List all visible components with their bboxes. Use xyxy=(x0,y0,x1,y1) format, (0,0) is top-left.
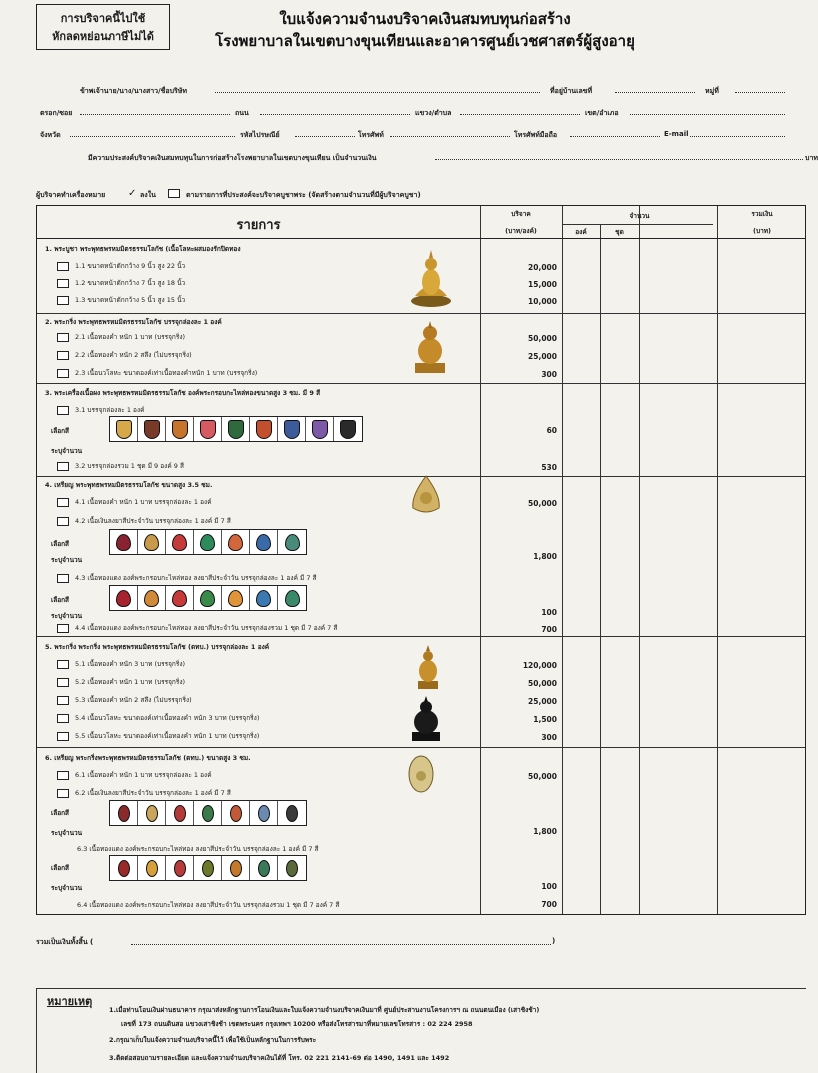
color-option-4b-7[interactable] xyxy=(278,586,306,610)
item-5-4: 5.4 เนื้อนวโลหะ ขนาดองค์เท่าเนื้อทองคำ หนัก 3 บาท (บรรจุกริ่ง) xyxy=(57,713,259,723)
price-2-1: 50,000 xyxy=(528,334,557,343)
province-label: จังหวัด xyxy=(40,131,61,139)
item-1-2-checkbox[interactable] xyxy=(57,279,69,288)
coin-icon xyxy=(118,860,130,877)
color-option-4b-4[interactable] xyxy=(194,586,222,610)
color-option-4a-6[interactable] xyxy=(250,530,278,554)
item-6-4: 6.4 เนื้อทองแดง องค์พระกรอบกะไหล่ทอง ลงยาสีประจำวัน บรรจุกล่องรวม 1 ชุด มี 7 องค์ 7 สี xyxy=(77,901,340,909)
color-option-4a-3[interactable] xyxy=(166,530,194,554)
color-option-3-9[interactable] xyxy=(334,417,362,441)
price-4-4: 700 xyxy=(541,625,557,634)
item-6-1: 6.1 เนื้อทองคำ หนัก 1 บาท บรรจุกล่องละ 1 องค์ xyxy=(57,770,212,780)
choose-color-label-6a: เลือกสี xyxy=(51,809,70,817)
color-option-6b-2[interactable] xyxy=(138,856,166,880)
price-3-2: 530 xyxy=(541,463,557,472)
color-option-6a-6[interactable] xyxy=(250,801,278,825)
amulet-icon xyxy=(144,420,160,439)
district-field[interactable] xyxy=(630,108,785,115)
coin-icon xyxy=(202,805,214,822)
check-mark-icon: ✓ xyxy=(128,188,137,199)
item-2-1: 2.1 เนื้อทองคำ หนัก 1 บาท (บรรจุกริ่ง) xyxy=(57,332,185,342)
grand-total-label: รวมเป็นเงินทั้งสิ้น ( xyxy=(36,938,94,946)
tax-notice-line1: การบริจาคนี้ไปใช้ xyxy=(60,12,146,25)
mobile-field[interactable] xyxy=(570,130,660,137)
color-option-3-4[interactable] xyxy=(194,417,222,441)
color-option-6b-6[interactable] xyxy=(250,856,278,880)
notes-section xyxy=(36,988,806,1073)
price-5-2: 50,000 xyxy=(528,679,557,688)
item-4-2: 4.2 เนื้อเงินลงยาสีประจำวัน บรรจุกล่องละ 1 องค์ มี 7 สี xyxy=(57,516,231,526)
header-quantity: จำนวน xyxy=(629,212,650,220)
item-3-2-checkbox[interactable] xyxy=(57,462,69,471)
color-option-6a-1[interactable] xyxy=(110,801,138,825)
color-option-4a-4[interactable] xyxy=(194,530,222,554)
coin-icon xyxy=(258,805,270,822)
item-5-2: 5.2 เนื้อทองคำ หนัก 1 บาท (บรรจุกริ่ง) xyxy=(57,677,185,687)
postcode-field[interactable] xyxy=(295,130,355,137)
coin-icon xyxy=(285,534,300,551)
price-4-2: 1,800 xyxy=(533,552,557,561)
item-2-3-checkbox[interactable] xyxy=(57,369,69,378)
price-1-3: 10,000 xyxy=(528,297,557,306)
coin-icon xyxy=(286,860,298,877)
item-4-3: 4.3 เนื้อทองแดง องค์พระกรอบกะไหล่ทอง ลงยาสีประจำวัน บรรจุกล่องละ 1 องค์ มี 7 สี xyxy=(57,573,317,583)
choose-color-label-4a: เลือกสี xyxy=(51,540,70,548)
header-qty-set: ชุด xyxy=(615,228,624,236)
coin-icon xyxy=(228,534,243,551)
specify-qty-label-6a: ระบุจำนวน xyxy=(51,829,83,837)
baht-label: บาท xyxy=(805,154,818,162)
coin-icon xyxy=(144,590,159,607)
section-2-title: 2. พระกริ่ง พระพุทธพรหมมิตรธรรมโลกัช บรรจุกล่องละ 1 องค์ xyxy=(45,318,222,326)
gold-kring-image xyxy=(415,644,441,690)
item-3-1: 3.1 บรรจุกล่องละ 1 องค์ xyxy=(57,405,145,415)
mobile-label: โทรศัพท์มือถือ xyxy=(514,131,558,139)
address-label: ที่อยู่บ้านเลขที่ xyxy=(550,87,593,95)
color-option-3-1[interactable] xyxy=(110,417,138,441)
amulet-icon xyxy=(340,420,356,439)
item-2-1-checkbox[interactable] xyxy=(57,333,69,342)
header-donate-unit: (บาท/องค์) xyxy=(505,227,537,235)
subdistrict-field[interactable] xyxy=(460,108,580,115)
coin-icon xyxy=(172,534,187,551)
item-4-1-checkbox[interactable] xyxy=(57,498,69,507)
item-1-1-checkbox[interactable] xyxy=(57,262,69,271)
coin-icon xyxy=(200,590,215,607)
coin-icon xyxy=(172,590,187,607)
coin-icon xyxy=(202,860,214,877)
item-5-3-checkbox[interactable] xyxy=(57,696,69,705)
item-3-2: 3.2 บรรจุกล่องรวม 1 ชุด มี 9 องค์ 9 สี xyxy=(57,461,184,471)
donor-name-field[interactable] xyxy=(215,86,540,93)
color-option-6a-5[interactable] xyxy=(222,801,250,825)
dark-kring-image xyxy=(409,696,443,742)
color-grid-4a xyxy=(109,529,307,555)
section-1-title: 1. พระบูชา พระพุทธพรหมมิตรธรรมโลกัช (เนื้อโลหะผสมองรักปิดทอง xyxy=(45,245,241,253)
price-5-1: 120,000 xyxy=(522,661,557,670)
specify-qty-label-6b: ระบุจำนวน xyxy=(51,884,83,892)
color-option-6b-7[interactable] xyxy=(278,856,306,880)
donor-name-label: ข้าพเจ้านาย/นาง/นางสาว/ชื่อบริษัท xyxy=(80,87,188,95)
notes-title: หมายเหตุ xyxy=(47,995,93,1008)
specify-qty-label-4a: ระบุจำนวน xyxy=(51,556,83,564)
color-option-3-2[interactable] xyxy=(138,417,166,441)
color-option-4a-5[interactable] xyxy=(222,530,250,554)
item-4-4: 4.4 เนื้อทองแดง องค์พระกรอบกะไหล่ทอง ลงยาสีประจำวัน บรรจุกล่องรวม 1 ชุด มี 7 องค์ 7 สี xyxy=(57,623,337,633)
amulet-icon xyxy=(228,420,244,439)
color-option-6b-4[interactable] xyxy=(194,856,222,880)
price-4-3: 100 xyxy=(541,608,557,617)
item-4-3-checkbox[interactable] xyxy=(57,574,69,583)
phone-field[interactable] xyxy=(390,130,510,137)
tax-notice-box xyxy=(36,4,170,50)
coin-icon xyxy=(286,805,298,822)
price-1-2: 15,000 xyxy=(528,280,557,289)
soi-label: ตรอก/ซอย xyxy=(40,109,73,117)
moo-label: หมู่ที่ xyxy=(705,87,719,95)
amulet-icon xyxy=(172,420,188,439)
color-option-6a-2[interactable] xyxy=(138,801,166,825)
item-5-5: 5.5 เนื้อนวโลหะ ขนาดองค์เท่าเนื้อทองคำ หนัก 1 บาท (บรรจุกริ่ง) xyxy=(57,731,259,741)
note-1b: เลขที่ 173 ถนนดินสอ แขวงเสาชิงช้า เขตพระนคร กรุงเทพฯ 10200 หรือส่งโทรสารมาที่หมายเลขโทรสาร : 02 224 2958 xyxy=(121,1020,473,1028)
item-2-2-checkbox[interactable] xyxy=(57,351,69,360)
soi-field[interactable] xyxy=(80,108,230,115)
color-option-4a-2[interactable] xyxy=(138,530,166,554)
color-option-3-8[interactable] xyxy=(306,417,334,441)
donor-type-opt2: ตามรายการที่ประสงค์จะบริจาคบูชาพระ (จัดสร้างตามจำนวนที่มีผู้บริจาคบูชา) xyxy=(186,191,421,199)
item-6-2-checkbox[interactable] xyxy=(57,789,69,798)
donor-type-checkbox[interactable] xyxy=(168,189,180,198)
email-field[interactable] xyxy=(690,130,785,137)
district-label: เขต/อำเภอ xyxy=(585,109,619,117)
amulet-icon xyxy=(256,420,272,439)
donor-type-opt1: ลงใน xyxy=(140,191,156,199)
amulet-icon xyxy=(284,420,300,439)
item-5-4-checkbox[interactable] xyxy=(57,714,69,723)
oval-medal-image xyxy=(407,754,435,794)
specify-qty-label-4b: ระบุจำนวน xyxy=(51,612,83,620)
color-option-6b-3[interactable] xyxy=(166,856,194,880)
price-2-3: 300 xyxy=(541,370,557,379)
amulet-icon xyxy=(200,420,216,439)
color-option-6a-3[interactable] xyxy=(166,801,194,825)
item-2-2: 2.2 เนื้อทองคำ หนัก 2 สลึง (ไม่บรรจุกริ่ง) xyxy=(57,350,192,360)
header-qty-piece: องค์ xyxy=(575,228,587,236)
price-6-3: 100 xyxy=(541,882,557,891)
specify-qty-label-3: ระบุจำนวน xyxy=(51,447,83,455)
color-grid-4b xyxy=(109,585,307,611)
price-4-1: 50,000 xyxy=(528,499,557,508)
coin-icon xyxy=(228,590,243,607)
postcode-label: รหัสไปรษณีย์ xyxy=(240,131,280,139)
item-4-1: 4.1 เนื้อทองคำ หนัก 1 บาท บรรจุกล่องละ 1 องค์ xyxy=(57,497,212,507)
phone-label: โทรศัพท์ xyxy=(358,131,384,139)
coin-icon xyxy=(116,590,131,607)
color-option-4b-3[interactable] xyxy=(166,586,194,610)
note-3: 3.ติดต่อสอบถามรายละเอียด และแจ้งความจำนงบริจาคเงินได้ที่ โทร. 02 221 2141-69 ต่อ 1490, 1491 และ 1492 xyxy=(109,1054,450,1062)
province-field[interactable] xyxy=(70,130,235,137)
color-option-6a-4[interactable] xyxy=(194,801,222,825)
item-3-1-checkbox[interactable] xyxy=(57,406,69,415)
item-4-4-checkbox[interactable] xyxy=(57,624,69,633)
item-5-3: 5.3 เนื้อทองคำ หนัก 2 สลึง (ไม่บรรจุกริ่ง) xyxy=(57,695,192,705)
color-grid-6a xyxy=(109,800,307,826)
coin-icon xyxy=(116,534,131,551)
header-items: รายการ xyxy=(236,218,281,233)
price-6-1: 50,000 xyxy=(528,772,557,781)
coin-icon xyxy=(258,860,270,877)
section-6-title: 6. เหรียญ พระกริ่งพระพุทธพรหมมิตรธรรมโลกัช (ตทบ.) ขนาดสูง 3 ซม. xyxy=(45,754,251,762)
grand-total-field[interactable] xyxy=(131,937,551,945)
email-label: E-mail xyxy=(664,130,689,138)
coin-icon xyxy=(230,860,242,877)
tax-notice-line2: หักลดหย่อนภาษีไม่ได้ xyxy=(52,30,154,43)
item-1-2: 1.2 ขนาดหน้าตักกว้าง 7 นิ้ว สูง 18 นิ้ว xyxy=(57,278,185,288)
form-title xyxy=(195,8,655,52)
grand-total-close: ) xyxy=(552,937,556,945)
price-5-3: 25,000 xyxy=(528,697,557,706)
price-3-1: 60 xyxy=(546,426,557,435)
color-option-3-6[interactable] xyxy=(250,417,278,441)
item-5-1-checkbox[interactable] xyxy=(57,660,69,669)
header-total-unit: (บาท) xyxy=(752,227,771,235)
coin-icon xyxy=(146,805,158,822)
item-1-3-checkbox[interactable] xyxy=(57,296,69,305)
road-label: ถนน xyxy=(235,109,249,117)
form-title-line1: ใบแจ้งความจำนงบริจาคเงินสมทบทุนก่อสร้าง xyxy=(279,10,571,28)
section-4-title: 4. เหรียญ พระพุทธพรหมมิตรธรรมโลกัช ขนาดสูง 3.5 ซม. xyxy=(45,481,213,489)
item-1-3: 1.3 ขนาดหน้าตักกว้าง 5 นิ้ว สูง 15 นิ้ว xyxy=(57,295,185,305)
item-6-1-checkbox[interactable] xyxy=(57,771,69,780)
medal-image xyxy=(409,474,443,516)
coin-icon xyxy=(200,534,215,551)
color-option-4a-7[interactable] xyxy=(278,530,306,554)
color-option-4b-6[interactable] xyxy=(250,586,278,610)
donation-table xyxy=(36,205,806,915)
form-title-line2: โรงพยาบาลในเขตบางขุนเทียนและอาคารศูนย์เวชศาสตร์ผู้สูงอายุ xyxy=(215,32,635,50)
color-option-3-7[interactable] xyxy=(278,417,306,441)
price-6-4: 700 xyxy=(541,900,557,909)
color-grid-3 xyxy=(109,416,363,442)
coin-icon xyxy=(174,860,186,877)
subdistrict-label: แขวง/ตำบล xyxy=(415,109,452,117)
choose-color-label-6b: เลือกสี xyxy=(51,864,70,872)
item-6-2: 6.2 เนื้อเงินลงยาสีประจำวัน บรรจุกล่องละ 1 องค์ มี 7 สี xyxy=(57,788,231,798)
color-option-6b-1[interactable] xyxy=(110,856,138,880)
road-field[interactable] xyxy=(260,108,410,115)
color-option-4b-2[interactable] xyxy=(138,586,166,610)
coin-icon xyxy=(285,590,300,607)
price-2-2: 25,000 xyxy=(528,352,557,361)
buddha-kring-image xyxy=(411,319,449,375)
item-4-2-checkbox[interactable] xyxy=(57,517,69,526)
price-5-5: 300 xyxy=(541,733,557,742)
color-option-6a-7[interactable] xyxy=(278,801,306,825)
item-1-1: 1.1 ขนาดหน้าตักกว้าง 9 นิ้ว สูง 22 นิ้ว xyxy=(57,261,185,271)
color-option-3-3[interactable] xyxy=(166,417,194,441)
amulet-icon xyxy=(312,420,328,439)
color-option-3-5[interactable] xyxy=(222,417,250,441)
coin-icon xyxy=(256,590,271,607)
purpose-amount-field[interactable] xyxy=(435,153,803,160)
note-1: 1.เมื่อท่านโอนเงินผ่านธนาคาร กรุณาส่งหลักฐานการโอนเงินและใบแจ้งความจำนงบริจาคเงินมาที่ ศูนย์ประสานงานโครงการฯ ณ ถนนตนเมือง (เสาชิงช้า) xyxy=(109,1006,540,1014)
coin-icon xyxy=(230,805,242,822)
choose-color-label-3: เลือกสี xyxy=(51,427,70,435)
color-option-4a-1[interactable] xyxy=(110,530,138,554)
note-2: 2.กรุณาเก็บใบแจ้งความจำนงบริจาคนี้ไว้ เพื่อใช้เป็นหลักฐานในการรับพระ xyxy=(109,1036,317,1044)
coin-icon xyxy=(146,860,158,877)
item-5-1: 5.1 เนื้อทองคำ หนัก 3 บาท (บรรจุกริ่ง) xyxy=(57,659,185,669)
header-total: รวมเงิน xyxy=(751,210,773,218)
coin-icon xyxy=(174,805,186,822)
item-5-5-checkbox[interactable] xyxy=(57,732,69,741)
moo-field[interactable] xyxy=(735,86,785,93)
address-field[interactable] xyxy=(615,86,695,93)
color-option-6b-5[interactable] xyxy=(222,856,250,880)
donor-type-label: ผู้บริจาคทำเครื่องหมาย xyxy=(36,191,106,199)
item-6-3: 6.3 เนื้อทองแดง องค์พระกรอบกะไหล่ทอง ลงยาสีประจำวัน บรรจุกล่องละ 1 องค์ มี 7 สี xyxy=(77,845,319,853)
choose-color-label-4b: เลือกสี xyxy=(51,596,70,604)
item-2-3: 2.3 เนื้อนวโลหะ ขนาดองค์เท่าเนื้อทองคำหนัก 1 บาท (บรรจุกริ่ง) xyxy=(57,368,257,378)
price-5-4: 1,500 xyxy=(533,715,557,724)
color-option-4b-1[interactable] xyxy=(110,586,138,610)
coin-icon xyxy=(256,534,271,551)
section-5-title: 5. พระกริ่ง พระกริ่ง พระพุทธพรหมมิตรธรรมโลกัช (ตทบ.) บรรจุกล่องละ 1 องค์ xyxy=(45,643,270,651)
header-donate: บริจาค xyxy=(511,210,531,218)
price-1-1: 20,000 xyxy=(528,263,557,272)
amulet-icon xyxy=(116,420,132,439)
color-option-4b-5[interactable] xyxy=(222,586,250,610)
grand-total-row xyxy=(36,937,556,948)
buddha-statue-image xyxy=(409,246,453,308)
item-5-2-checkbox[interactable] xyxy=(57,678,69,687)
coin-icon xyxy=(118,805,130,822)
purpose-label: มีความประสงค์บริจาคเงินสมทบทุนในการก่อสร้างโรงพยาบาลในเขตบางขุนเทียน เป็นจำนวนเงิน xyxy=(88,154,377,162)
color-grid-6b xyxy=(109,855,307,881)
price-6-2: 1,800 xyxy=(533,827,557,836)
coin-icon xyxy=(144,534,159,551)
section-3-title: 3. พระเครื่องเนื้อผง พระพุทธพรหมมิตรธรรมโลกัช องค์พระกรอบกะไหล่ทองขนาดสูง 3 ซม. มี 9 สี xyxy=(45,389,321,397)
